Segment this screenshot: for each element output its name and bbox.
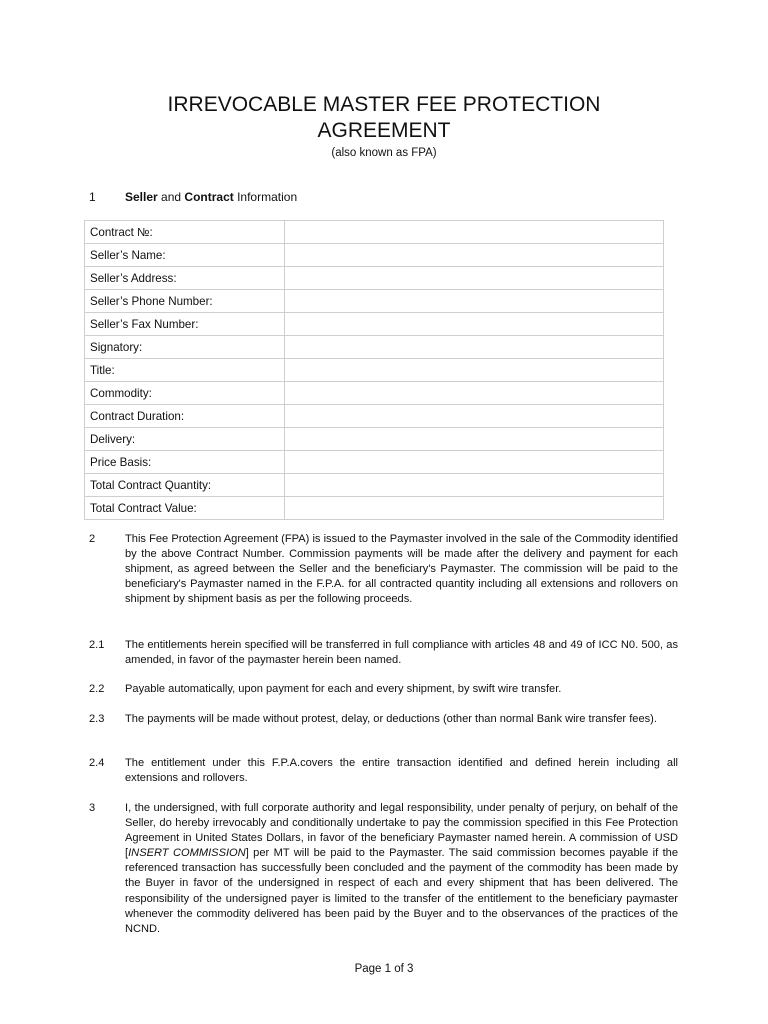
field-label: Seller’s Fax Number: xyxy=(85,313,285,336)
paragraph-2-3 xyxy=(89,712,678,727)
table-row xyxy=(85,428,664,451)
field-label: Contract №: xyxy=(85,221,285,244)
paragraph-text: Payable automatically, upon payment for each and every shipment, by swift wire transfer. xyxy=(125,683,562,695)
field-label: Commodity: xyxy=(85,382,285,405)
field-label: Total Contract Value: xyxy=(85,497,285,520)
document-subtitle: (also known as FPA) xyxy=(331,147,437,159)
field-label: Signatory: xyxy=(85,336,285,359)
heading-connector: and xyxy=(157,190,185,204)
paragraph-number: 2.3 xyxy=(89,713,105,725)
field-value xyxy=(285,313,664,336)
table-row xyxy=(85,336,664,359)
section-1-heading xyxy=(89,190,297,204)
text-before-commission: I, the undersigned, with full corporate authority and legal responsibility, under penalty of perjury, on behalf of the Seller, do hereby irrevocably and conditionally undertake to pay the commission specified in this Fee Protection Agreement in United States Dollars, in favor of the beneficiary Paymaster named herein. A commission of USD [ xyxy=(125,802,678,860)
paragraph-3 xyxy=(89,801,678,937)
field-value xyxy=(285,221,664,244)
field-label: Delivery: xyxy=(85,428,285,451)
field-value xyxy=(285,336,664,359)
heading-bold-contract: Contract xyxy=(184,190,234,204)
field-label: Total Contract Quantity: xyxy=(85,474,285,497)
field-label: Price Basis: xyxy=(85,451,285,474)
field-value xyxy=(285,451,664,474)
table-row xyxy=(85,290,664,313)
field-value xyxy=(285,474,664,497)
page-footer: Page 1 of 3 xyxy=(354,963,414,975)
field-value xyxy=(285,428,664,451)
heading-rest: Information xyxy=(233,190,298,204)
paragraph-text: The payments will be made without protest, delay, or deductions (other than normal Bank wire transfer fees). xyxy=(125,713,657,725)
paragraph-number: 2.4 xyxy=(89,757,105,769)
table-row xyxy=(85,267,664,290)
table-row xyxy=(85,405,664,428)
field-value xyxy=(285,290,664,313)
table-row xyxy=(85,244,664,267)
field-label: Contract Duration: xyxy=(85,405,285,428)
paragraph-number: 3 xyxy=(89,802,96,814)
table-row xyxy=(85,313,664,336)
field-label: Seller’s Address: xyxy=(85,267,285,290)
table-row xyxy=(85,497,664,520)
paragraph-2 xyxy=(89,532,678,607)
paragraph-text: This Fee Protection Agreement (FPA) is issued to the Paymaster involved in the sale of the Commodity identified by the above Contract Number. Commission payments will be made after the delivery and payment for each shipment, as agreed between the Seller and the beneficiary's Paymaster. The commission will be paid to the beneficiary's Paymaster named in the F.P.A. for all contracted quantity including all extensions and rollovers on shipment by shipment basis as per the following proceeds. xyxy=(125,533,678,606)
field-label: Seller’s Phone Number: xyxy=(85,290,285,313)
field-value xyxy=(285,359,664,382)
text-after-commission: ] per MT will be paid to the Paymaster. The said commission becomes payable if the referenced transaction has successfully been concluded and the payment of the commodity has been made by the Buyer in favor of the undersigned in respect of each and every shipment that has been delivered. The responsibility of the undersigned payer is limited to the transfer of the entitlement to the beneficiary paymaster whenever the commodity delivered has been paid by the Buyer and to the observances of the practices of the NCND. xyxy=(125,847,678,935)
paragraph-text: The entitlement under this F.P.A.covers the entire transaction identified and defined herein including all extensions and rollovers. xyxy=(125,757,678,785)
title-line-2: AGREEMENT xyxy=(317,119,451,142)
field-label: Seller’s Name: xyxy=(85,244,285,267)
table-row xyxy=(85,451,664,474)
table-row xyxy=(85,359,664,382)
paragraph-text xyxy=(125,801,678,937)
commission-placeholder: INSERT COMMISSION xyxy=(128,847,246,860)
paragraph-number: 2 xyxy=(89,533,96,545)
title-line-1: IRREVOCABLE MASTER FEE PROTECTION xyxy=(167,93,601,116)
field-label: Title: xyxy=(85,359,285,382)
paragraph-2-2 xyxy=(89,682,678,697)
paragraph-number: 2.1 xyxy=(89,639,105,651)
field-value xyxy=(285,497,664,520)
field-value xyxy=(285,244,664,267)
table-row xyxy=(85,221,664,244)
paragraph-2-4 xyxy=(89,756,678,786)
seller-contract-table xyxy=(84,220,664,520)
field-value xyxy=(285,405,664,428)
paragraph-text: The entitlements herein specified will be transferred in full compliance with articles 48 and 49 of ICC N0. 500, as amended, in favor of the paymaster herein been named. xyxy=(125,639,678,667)
document-title xyxy=(0,92,768,144)
field-value xyxy=(285,382,664,405)
table-row xyxy=(85,474,664,497)
paragraph-number: 2.2 xyxy=(89,683,105,695)
heading-bold-seller: Seller xyxy=(125,190,158,204)
table-row xyxy=(85,382,664,405)
field-value xyxy=(285,267,664,290)
paragraph-2-1 xyxy=(89,638,678,668)
section-number: 1 xyxy=(89,190,96,204)
